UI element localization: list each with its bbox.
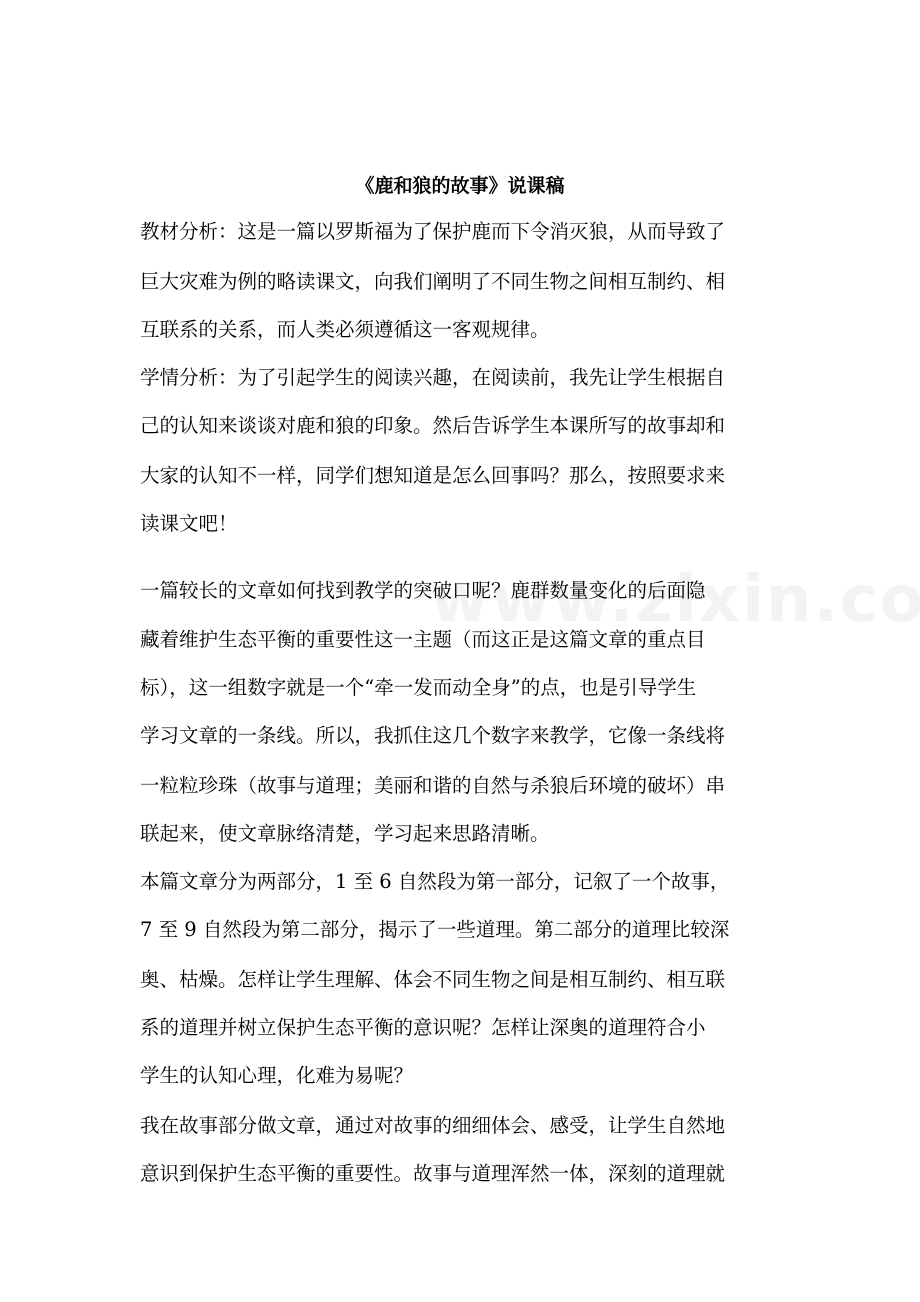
- text-line: 一篇较长的文章如何找到教学的突破口呢？鹿群数量变化的后面隐: [140, 579, 706, 602]
- text-line: 教材分析：这是一篇以罗斯福为了保护鹿而下令消灭狼，从而导致了: [140, 220, 726, 243]
- text-line: 我在故事部分做文章，通过对故事的细细体会、感受，让学生自然地: [140, 1114, 726, 1137]
- text-line: 奥、枯燥。怎样让学生理解、体会不同生物之间是相互制约、相互联: [140, 968, 726, 991]
- document-title: 《鹿和狼的故事》说课稿: [355, 175, 565, 197]
- text-line: 学习文章的一条线。所以，我抓住这几个数字来教学，它像一条线将: [140, 724, 726, 747]
- text-line: 一粒粒珍珠（故事与道理；美丽和谐的自然与杀狼后环境的破坏）串: [140, 774, 726, 797]
- text-line: 学情分析：为了引起学生的阅读兴趣，在阅读前，我先让学生根据自: [140, 366, 726, 389]
- text-line: 己的认知来谈谈对鹿和狼的印象。然后告诉学生本课所写的故事却和: [140, 414, 726, 437]
- text-line: 系的道理并树立保护生态平衡的意识呢？怎样让深奥的道理符合小: [140, 1016, 706, 1039]
- text-line: 读课文吧！: [140, 512, 238, 535]
- text-line: 学生的认知心理，化难为易呢？: [140, 1064, 414, 1087]
- text-line: 大家的认知不一样，同学们想知道是怎么回事吗？那么，按照要求来: [140, 464, 726, 487]
- text-line: 藏着维护生态平衡的重要性这一主题（而这正是这篇文章的重点目: [140, 628, 706, 651]
- text-line: 标），这一组数字就是一个“牵一发而动全身”的点，也是引导学生: [140, 676, 697, 699]
- text-line: 互联系的关系，而人类必须遵循这一客观规律。: [140, 318, 550, 341]
- text-line: 联起来，使文章脉络清楚，学习起来思路清晰。: [140, 822, 550, 845]
- text-line: 意识到保护生态平衡的重要性。故事与道理浑然一体，深刻的道理就: [140, 1162, 726, 1185]
- text-line: 本篇文章分为两部分，1 至 6 自然段为第一部分，记叙了一个故事，: [140, 870, 730, 893]
- text-line: 7 至 9 自然段为第二部分，揭示了一些道理。第二部分的道理比较深: [140, 918, 730, 941]
- text-line: 巨大灾难为例的略读课文，向我们阐明了不同生物之间相互制约、相: [140, 270, 726, 293]
